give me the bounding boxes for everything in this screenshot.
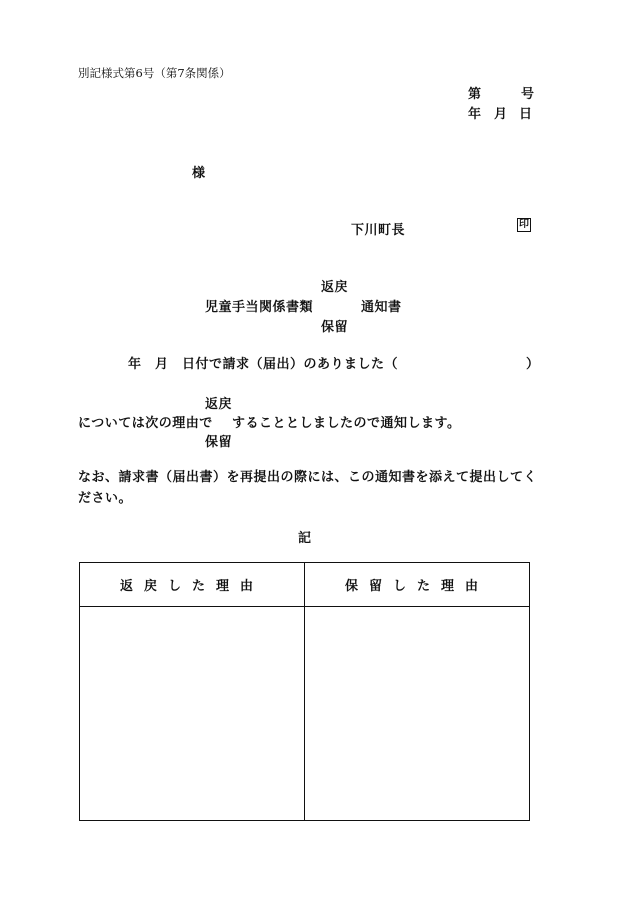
date-day: 日 — [519, 107, 533, 122]
header-hold-reason: 保留した理由 — [305, 563, 530, 607]
title-option-hold: 保留 — [321, 320, 349, 335]
date-year: 年 — [468, 107, 482, 122]
request-line: 年 月 日付で請求（届出）のありました（ — [128, 357, 399, 372]
reasons-table — [79, 562, 530, 821]
title-option-return: 返戻 — [321, 280, 349, 295]
issuer-title: 下川町長 — [351, 223, 406, 238]
document-title: 児童手当関係書類 — [205, 300, 314, 315]
reason-line-tail: することとしましたので通知します。 — [232, 416, 461, 431]
hold-reason-cell[interactable] — [305, 607, 530, 821]
reason-line-lead: については次の理由で — [78, 416, 213, 431]
date-month: 月 — [494, 107, 508, 122]
ki-heading: 記 — [298, 531, 312, 546]
doc-number-go: 号 — [521, 87, 535, 102]
return-reason-cell[interactable] — [80, 607, 305, 821]
reason-option-hold: 保留 — [205, 435, 233, 450]
request-line-close: ） — [526, 357, 540, 372]
form-id: 別記様式第6号（第7条関係） — [78, 66, 231, 80]
reason-option-return: 返戻 — [205, 397, 233, 412]
title-notice: 通知書 — [361, 300, 402, 315]
resubmission-note: なお、請求書（届出書）を再提出の際には、この通知書を添えて提出してください。 — [78, 470, 538, 506]
addressee-suffix: 様 — [192, 166, 206, 181]
seal-mark: 印 — [519, 219, 529, 230]
header-return-reason: 返戻した理由 — [80, 563, 305, 607]
doc-number-dai: 第 — [468, 87, 482, 102]
